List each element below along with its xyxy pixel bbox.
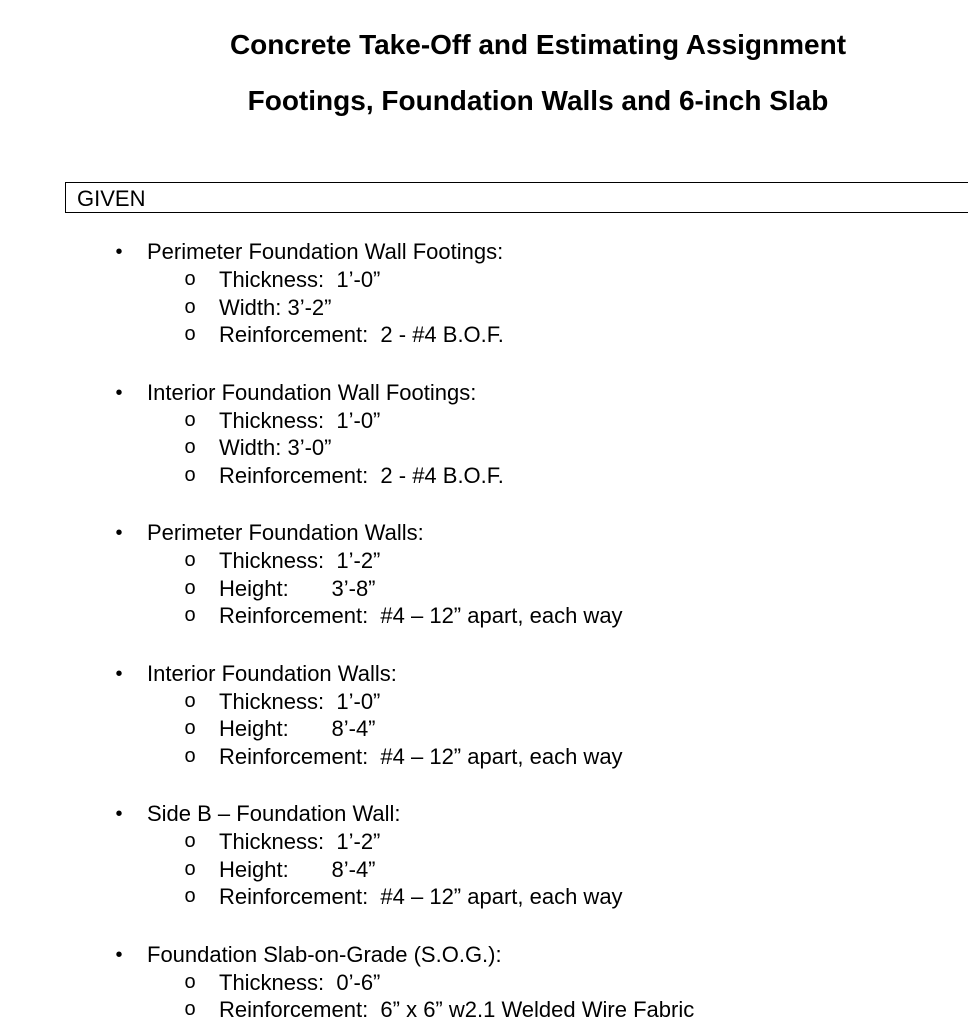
spec-text: Thickness: 0’-6” [219, 969, 381, 995]
spec-text: Thickness: 1’-0” [219, 407, 381, 433]
spec-text: Reinforcement: 2 - #4 B.O.F. [219, 322, 504, 347]
sub-bullet-icon: o [184, 436, 196, 458]
sub-bullet-icon: o [184, 323, 196, 345]
group-label: Interior Foundation Wall Footings: [147, 379, 477, 405]
spec-text: Height: 3’-8” [219, 575, 376, 601]
document-title: Concrete Take-Off and Estimating Assignment [229, 29, 847, 60]
sub-bullet-icon: o [184, 885, 196, 907]
spec-text: Thickness: 1’-2” [219, 829, 381, 854]
group-label: Perimeter Foundation Walls: [147, 520, 424, 545]
document-subtitle: Footings, Foundation Walls and 6-inch Slab [247, 85, 829, 116]
spec-text: Reinforcement: #4 – 12” apart, each way [219, 603, 623, 628]
group-label: Side B – Foundation Wall: [147, 801, 401, 826]
spec-text: Width: 3’-2” [219, 294, 332, 320]
sub-bullet-icon: o [184, 295, 196, 318]
spec-text: Reinforcement: 2 - #4 B.O.F. [219, 462, 504, 488]
spec-text: Thickness: 1’-0” [219, 688, 381, 714]
sub-bullet-icon: o [184, 744, 196, 767]
group-label: Interior Foundation Walls: [147, 660, 397, 686]
sub-bullet-icon: o [184, 408, 196, 431]
sub-bullet-icon: o [184, 268, 196, 290]
bullet-icon: • [115, 241, 123, 263]
given-section-header: GIVEN [65, 182, 968, 213]
sub-bullet-icon: o [184, 576, 196, 599]
sub-bullet-icon: o [184, 717, 196, 739]
sub-bullet-icon: o [184, 689, 196, 712]
spec-text: Thickness: 1’-2” [219, 548, 381, 573]
sub-bullet-icon: o [184, 549, 196, 571]
sub-bullet-icon: o [184, 830, 196, 852]
sub-bullet-icon: o [184, 857, 196, 880]
spec-text: Reinforcement: #4 – 12” apart, each way [219, 743, 623, 769]
spec-text: Height: 8’-4” [219, 856, 376, 882]
spec-text: Height: 8’-4” [219, 716, 376, 741]
sub-bullet-icon: o [184, 463, 196, 486]
sub-bullet-icon: o [184, 998, 196, 1020]
bullet-icon: • [115, 662, 123, 685]
bullet-icon: • [115, 381, 123, 404]
bullet-icon: • [115, 943, 123, 966]
bullet-icon: • [115, 803, 123, 825]
group-label: Foundation Slab-on-Grade (S.O.G.): [147, 941, 502, 967]
sub-bullet-icon: o [184, 970, 196, 993]
group-label: Perimeter Foundation Wall Footings: [147, 239, 504, 264]
spec-text: Reinforcement: 6” x 6” w2.1 Welded Wire Fabric [219, 997, 695, 1022]
bullet-icon: • [115, 522, 123, 544]
spec-text: Thickness: 1’-0” [219, 267, 381, 292]
spec-text: Width: 3’-0” [219, 435, 332, 460]
sub-bullet-icon: o [184, 604, 196, 626]
spec-text: Reinforcement: #4 – 12” apart, each way [219, 884, 623, 909]
